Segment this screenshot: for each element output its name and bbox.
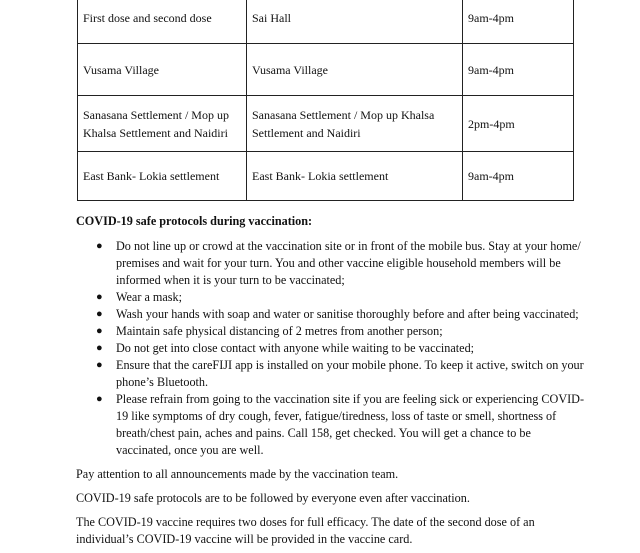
bullet-icon: ● [96,342,103,354]
bullet-icon: ● [96,240,103,252]
list-item-text: Do not line up or crowd at the vaccination site or in front of the mobile bus. Stay at your home/ premises and wait for your turn. You and other vaccine eligible household members will be informed when it is your turn to be vaccinated; [116,239,581,287]
table-row [78,0,574,44]
table-cell-area: Sanasana Settlement / Mop up Khalsa Settlement and Naidiri [78,96,247,152]
list-item-text: Ensure that the careFIJI app is installed on your mobile phone. To keep it active, switch on your phone’s Bluetooth. [116,358,584,389]
list-item-text: Maintain safe physical distancing of 2 metres from another person; [116,324,443,338]
list-item [76,357,586,391]
list-item-text: Do not get into close contact with anyone while waiting to be vaccinated; [116,341,475,355]
list-item-text: Please refrain from going to the vaccination site if you are feeling sick or experiencing COVID-19 like symptoms of dry cough, fever, fatigue/tiredness, loss of taste or smell, shortness of breath/chest pain, aches and pains. Call 158, get checked. You will get a chance to be vaccinated, once you are well. [116,392,585,457]
paragraph-second-dose: The COVID-19 vaccine requires two doses for full efficacy. The date of the second dose of an individual’s COVID-19 vaccine will be provided in the vaccine card. [76,515,535,546]
table-cell-venue: Sanasana Settlement / Mop up Khalsa Settlement and Naidiri [247,96,463,152]
table-cell-time: 9am-4pm [463,152,574,201]
table-cell-area: First dose and second dose [78,0,247,44]
list-item-text: Wash your hands with soap and water or sanitise thoroughly before and after being vaccinated; [116,307,579,321]
list-item [76,238,586,289]
table-cell-venue: Vusama Village [247,44,463,96]
table-row [78,152,574,201]
list-item [76,289,586,306]
list-item [76,323,586,340]
bullet-icon: ● [96,359,103,371]
table-row [78,96,574,152]
table-cell-area: East Bank- Lokia settlement [78,152,247,201]
protocols-list [76,238,586,459]
list-item [76,306,586,323]
paragraph-after-vaccination: COVID-19 safe protocols are to be followed by everyone even after vaccination. [76,491,470,505]
protocols-section [76,213,586,548]
bullet-icon: ● [96,393,103,405]
list-item-text: Wear a mask; [116,290,183,304]
paragraph-announcements: Pay attention to all announcements made by the vaccination team. [76,467,399,481]
table-cell-time: 2pm-4pm [463,96,574,152]
list-item [76,391,586,459]
table-cell-time: 9am-4pm [463,44,574,96]
table-row [78,44,574,96]
bullet-icon: ● [96,325,103,337]
table-cell-venue: Sai Hall [247,0,463,44]
section-heading: COVID-19 safe protocols during vaccination: [76,214,313,228]
table-cell-venue: East Bank- Lokia settlement [247,152,463,201]
bullet-icon: ● [96,291,103,303]
bullet-icon: ● [96,308,103,320]
table-cell-area: Vusama Village [78,44,247,96]
vaccination-schedule-table [77,0,574,201]
table-cell-time: 9am-4pm [463,0,574,44]
list-item [76,340,586,357]
